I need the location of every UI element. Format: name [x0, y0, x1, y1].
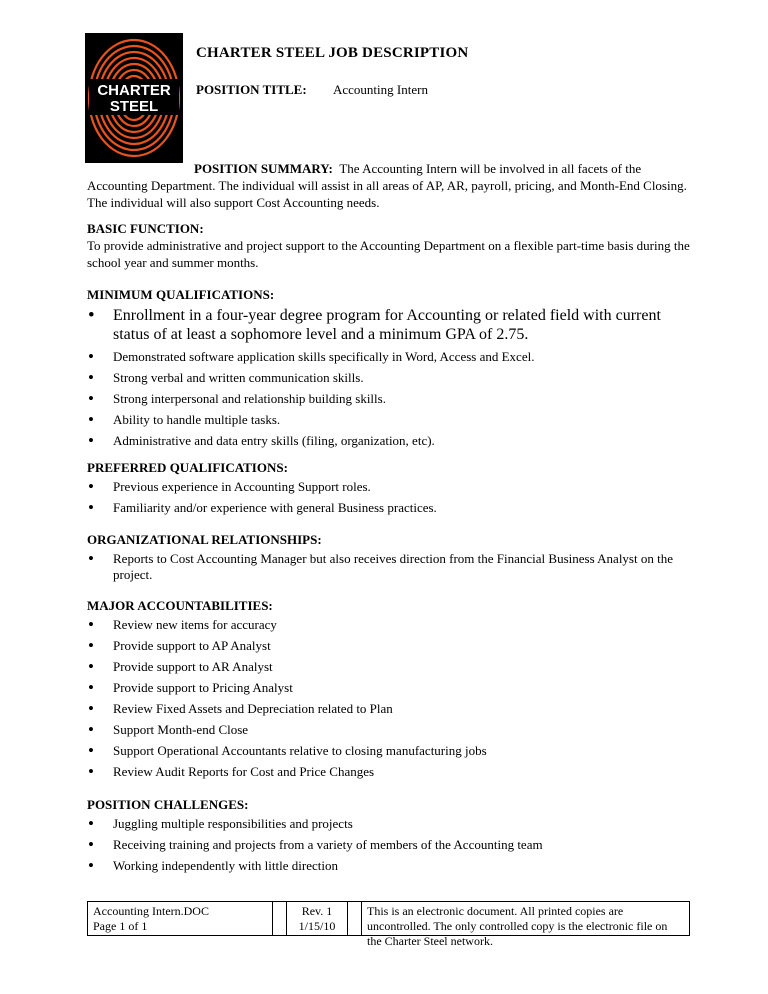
footer-notice: This is an electronic document. All printed copies are uncontrolled. The only controlled copy is the electronic file on the Charter Steel network.	[367, 904, 668, 948]
major-accountabilities-list	[87, 617, 697, 780]
list-item: • Enrollment in a four-year degree program for Accounting or related field with current status of at least a sophomore level and a minimum GPA of 2.75.	[87, 306, 697, 344]
list-item: • Working independently with little direction	[87, 858, 697, 874]
document-title: CHARTER STEEL JOB DESCRIPTION	[196, 45, 469, 61]
preferred-qualifications-heading: PREFERRED QUALIFICATIONS:	[87, 460, 288, 475]
footer-revision-info	[287, 902, 348, 935]
list-item: • Provide support to AR Analyst	[87, 659, 697, 675]
position-challenges-list	[87, 816, 697, 874]
major-accountabilities-heading: MAJOR ACCOUNTABILITIES:	[87, 598, 273, 613]
footer-filename: Accounting Intern.DOC	[93, 904, 209, 918]
list-item: • Review Audit Reports for Cost and Price Changes	[87, 764, 697, 780]
list-item: • Support Operational Accountants relative to closing manufacturing jobs	[87, 743, 697, 759]
charter-steel-logo	[85, 33, 183, 163]
organizational-relationships-list	[87, 551, 697, 583]
list-item: • Support Month-end Close	[87, 722, 697, 738]
list-item: • Provide support to Pricing Analyst	[87, 680, 697, 696]
list-item: • Ability to handle multiple tasks.	[87, 412, 697, 428]
preferred-qualifications-section	[87, 460, 697, 521]
position-title-value: Accounting Intern	[333, 82, 428, 97]
list-item: • Administrative and data entry skills (filing, organization, etc).	[87, 433, 697, 449]
footer-file-info	[88, 902, 273, 935]
list-item: • Previous experience in Accounting Support roles.	[87, 479, 697, 495]
footer-divider	[273, 902, 287, 935]
list-item: • Review new items for accuracy	[87, 617, 697, 633]
position-challenges-heading: POSITION CHALLENGES:	[87, 797, 249, 812]
basic-function-section	[87, 221, 697, 271]
organizational-relationships-heading: ORGANIZATIONAL RELATIONSHIPS:	[87, 532, 322, 547]
footer-revision: Rev. 1	[301, 904, 333, 918]
list-item: • Demonstrated software application skills specifically in Word, Access and Excel.	[87, 349, 697, 365]
document-footer	[87, 901, 690, 948]
list-item: • Review Fixed Assets and Depreciation related to Plan	[87, 701, 697, 717]
basic-function-text: To provide administrative and project support to the Accounting Department on a flexible part-time basis during the school year and summer months.	[87, 238, 690, 270]
minimum-qualifications-section	[87, 287, 697, 454]
logo-text-charter: CHARTER	[97, 82, 171, 99]
preferred-qualifications-list	[87, 479, 697, 516]
list-item: • Provide support to AP Analyst	[87, 638, 697, 654]
list-item: • Receiving training and projects from a variety of members of the Accounting team	[87, 837, 697, 853]
logo-text-steel: STEEL	[109, 98, 159, 115]
basic-function-heading: BASIC FUNCTION:	[87, 221, 204, 236]
footer-divider	[348, 902, 362, 935]
footer-date: 1/15/10	[298, 919, 336, 933]
list-item: • Juggling multiple responsibilities and projects	[87, 816, 697, 832]
organizational-relationships-section	[87, 532, 697, 588]
logo-rings-graphic	[85, 33, 183, 163]
list-item: • Strong verbal and written communication skills.	[87, 370, 697, 386]
position-summary-text: The Accounting Intern will be involved in all facets of the Accounting Department. The individual will assist in all areas of AP, AR, payroll, pricing, and Month-End Closing. The individual will also support Cost Accounting needs.	[87, 161, 687, 210]
major-accountabilities-section	[87, 598, 697, 785]
footer-page-number: Page 1 of 1	[93, 919, 148, 933]
minimum-qualifications-list	[87, 306, 697, 449]
position-summary-label: POSITION SUMMARY:	[194, 161, 333, 176]
list-item: • Reports to Cost Accounting Manager but also receives direction from the Financial Business Analyst on the project.	[87, 551, 697, 583]
list-item: • Strong interpersonal and relationship building skills.	[87, 391, 697, 407]
position-title-label: POSITION TITLE:	[196, 82, 307, 97]
list-item: • Familiarity and/or experience with general Business practices.	[87, 500, 697, 516]
minimum-qualifications-heading: MINIMUM QUALIFICATIONS:	[87, 287, 275, 302]
position-summary	[87, 160, 687, 211]
position-challenges-section	[87, 797, 697, 879]
